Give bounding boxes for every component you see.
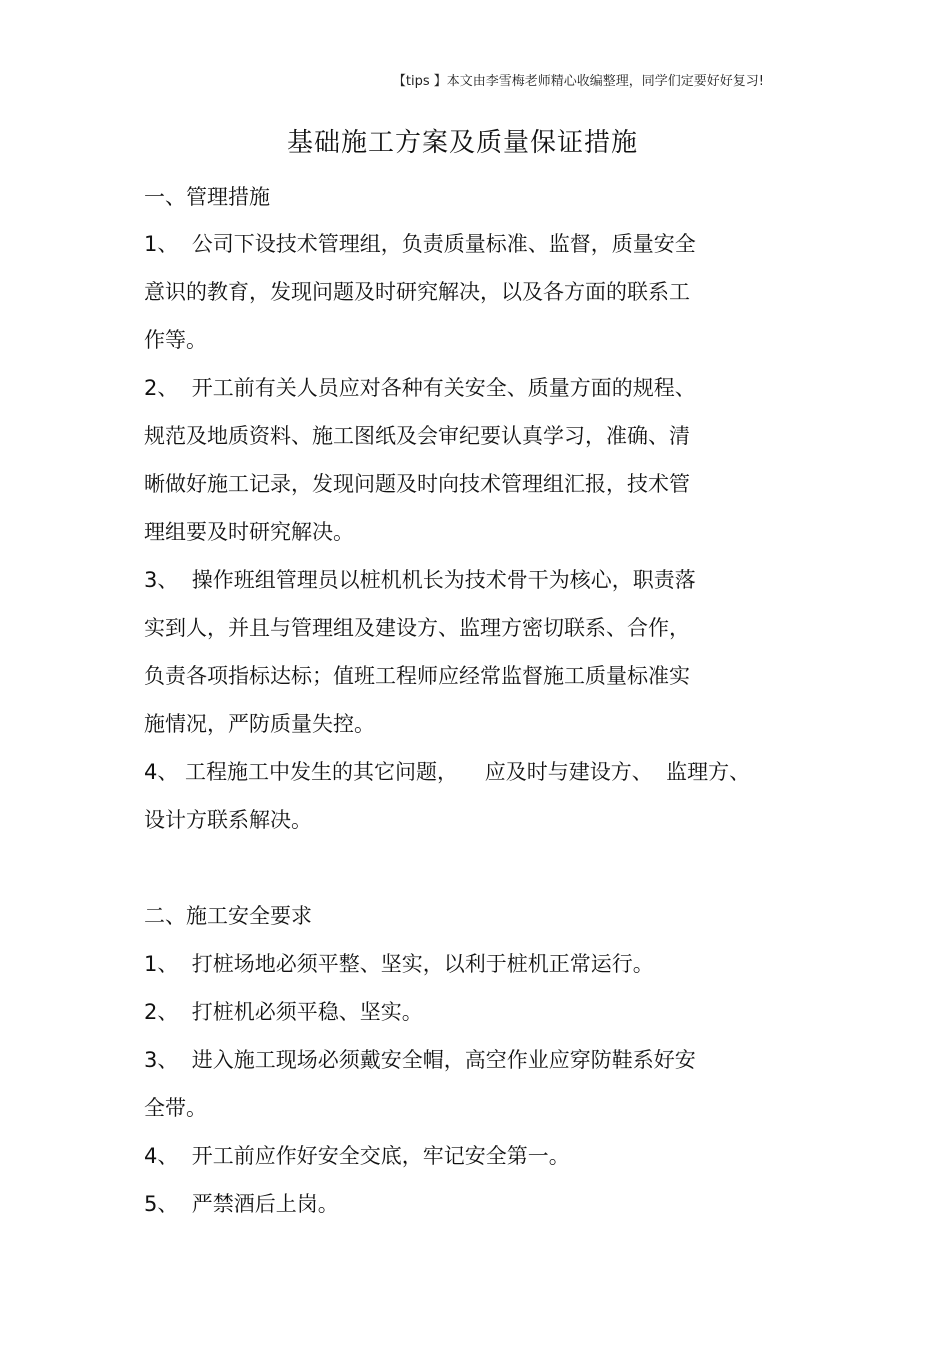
body-line: 实到人，并且与管理组及建设方、监理方密切联系、合作， bbox=[144, 616, 690, 640]
body-line: 设计方联系解决。 bbox=[144, 808, 312, 832]
document-title: 基础施工方案及质量保证措施 bbox=[286, 128, 638, 158]
body-line: 5、 严禁酒后上岗。 bbox=[144, 1192, 339, 1216]
body-line: 意识的教育，发现问题及时研究解决，以及各方面的联系工 bbox=[144, 280, 690, 304]
body-line: 作等。 bbox=[144, 328, 207, 352]
body-line: 4、 开工前应作好安全交底，牢记安全第一。 bbox=[144, 1144, 570, 1168]
body-line: 全带。 bbox=[144, 1096, 207, 1120]
body-line: 1、 打桩场地必须平整、坚实，以利于桩机正常运行。 bbox=[144, 952, 654, 976]
body-line: 4、 工程施工中发生的其它问题， 应及时与建设方、 监理方、 bbox=[144, 760, 751, 784]
body-line: 1、 公司下设技术管理组，负责质量标准、监督，质量安全 bbox=[144, 232, 696, 256]
body-line: 3、 操作班组管理员以桩机机长为技术骨干为核心，职责落 bbox=[144, 568, 696, 592]
body-line: 负责各项指标达标；值班工程师应经常监督施工质量标准实 bbox=[144, 664, 690, 688]
body-line: 3、 进入施工现场必须戴安全帽，高空作业应穿防鞋系好安 bbox=[144, 1048, 696, 1072]
section-heading-management: 一、管理措施 bbox=[144, 185, 270, 209]
body-line: 2、 开工前有关人员应对各种有关安全、质量方面的规程、 bbox=[144, 376, 696, 400]
body-line: 晰做好施工记录，发现问题及时向技术管理组汇报，技术管 bbox=[144, 472, 690, 496]
body-line: 2、 打桩机必须平稳、坚实。 bbox=[144, 1000, 423, 1024]
section-heading-safety: 二、施工安全要求 bbox=[144, 904, 312, 928]
body-line: 规范及地质资料、施工图纸及会审纪要认真学习，准确、清 bbox=[144, 424, 690, 448]
header-tips: 【tips 】本文由李雪梅老师精心收编整理，同学们定要好好复习! bbox=[392, 74, 764, 89]
body-line: 施情况，严防质量失控。 bbox=[144, 712, 375, 736]
body-line: 理组要及时研究解决。 bbox=[144, 520, 354, 544]
